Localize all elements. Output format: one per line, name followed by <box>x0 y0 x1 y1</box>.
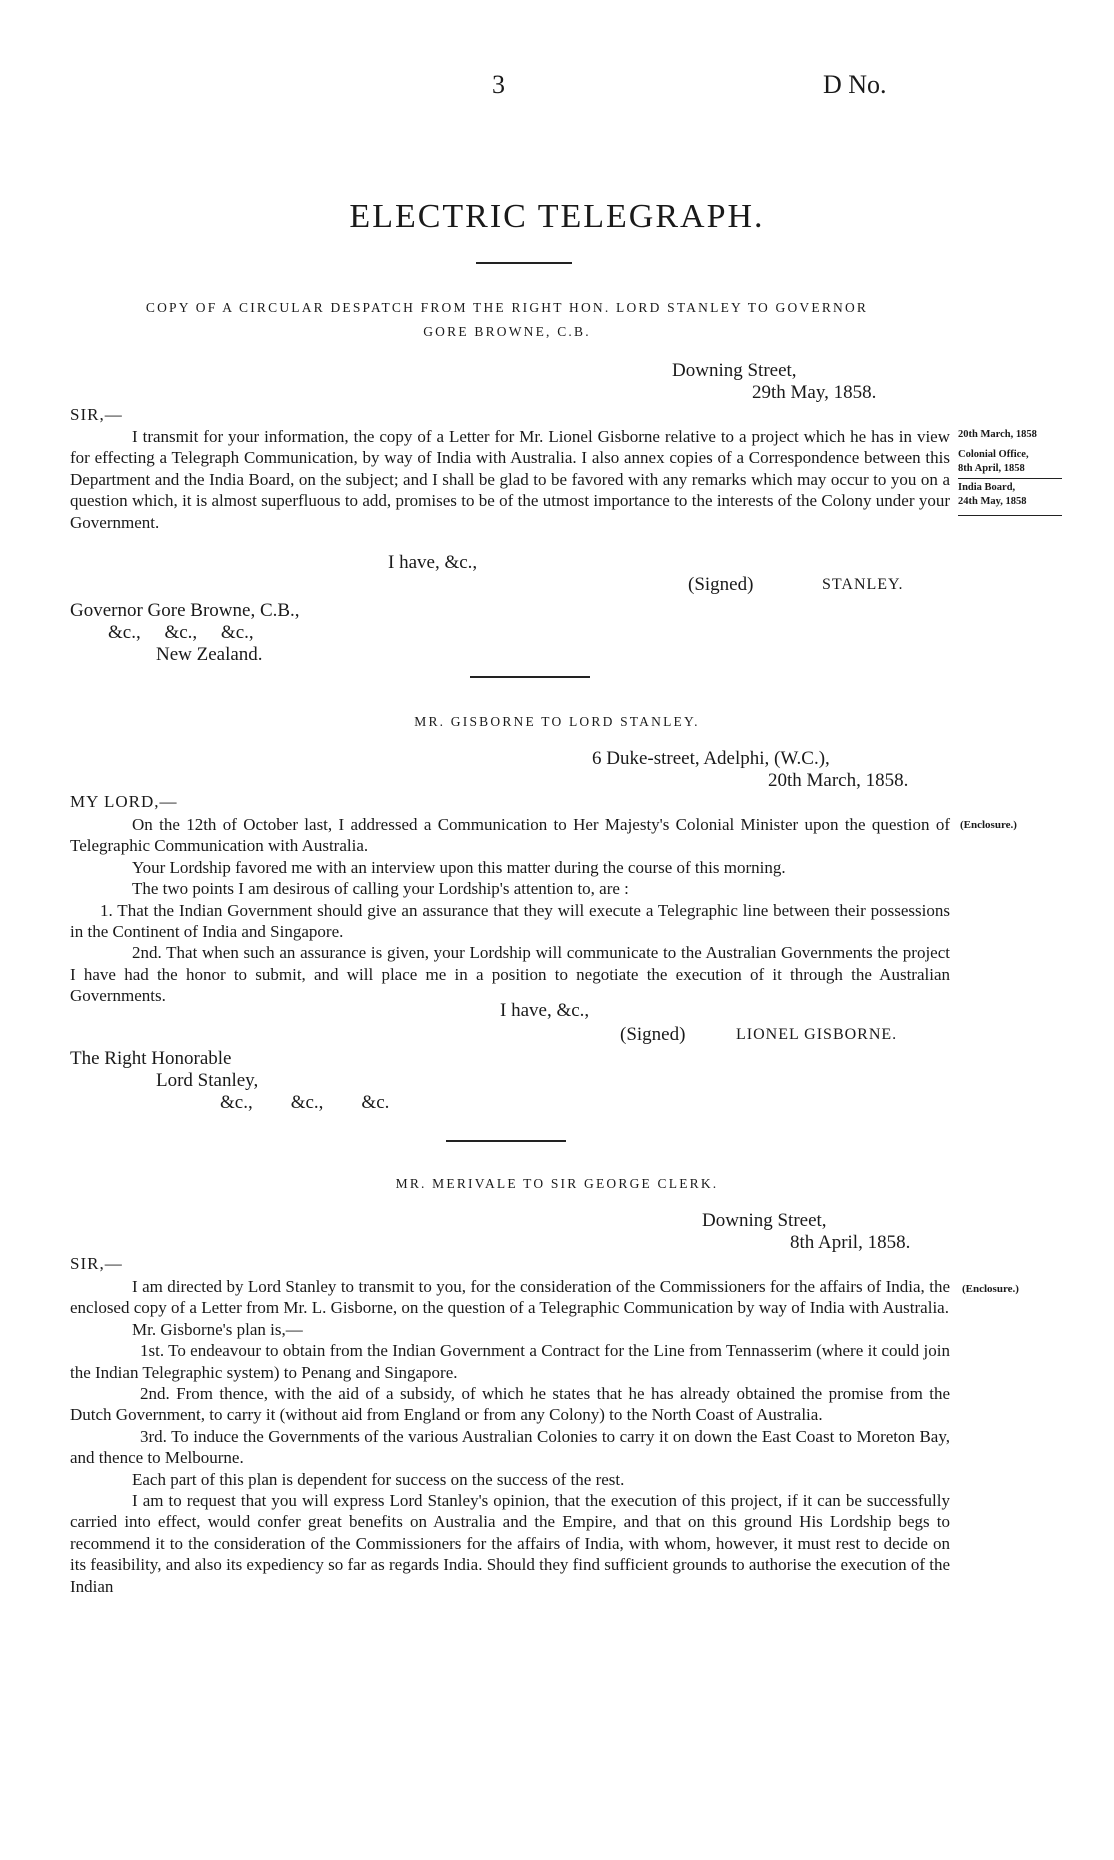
section1-address-line2: 29th May, 1858. <box>752 382 877 403</box>
section2-paragraph3: The two points I am desirous of calling your Lordship's attention to, are : <box>132 879 629 899</box>
section1-addressee-line3: New Zealand. <box>156 644 263 665</box>
section2-paragraph2: Your Lordship favored me with an interview upon this matter during the course of this morning. <box>132 857 786 877</box>
margin-note-date3: 24th May, 1858 <box>958 496 1027 507</box>
section1-addressee-line1: Governor Gore Browne, C.B., <box>70 600 300 621</box>
margin-note-date1: 20th March, 1858 <box>958 429 1037 440</box>
section3-body <box>70 1276 950 1597</box>
section2-closing: I have, &c., <box>500 1000 590 1021</box>
section1-signature: STANLEY. <box>822 576 904 593</box>
section3-paragraph3: 1st. To endeavour to obtain from the Indian Government a Contract for the Line from Tennasserim (where it could join the Indian Telegraphic system) to Penang and Singapore. <box>70 1341 950 1382</box>
title-rule <box>476 262 572 264</box>
document-title: ELECTRIC TELEGRAPH. <box>349 198 765 235</box>
section2-address-line2: 20th March, 1858. <box>768 770 909 791</box>
section3-heading: MR. MERIVALE TO SIR GEORGE CLERK. <box>395 1176 719 1191</box>
margin-note-colonial-office: Colonial Office, <box>958 449 1029 460</box>
section1-addressee <box>70 600 300 666</box>
section1-heading-line2: GORE BROWNE, C.B. <box>423 324 591 339</box>
section2-body <box>70 814 950 1007</box>
section3-address-line2: 8th April, 1858. <box>790 1232 911 1253</box>
section2-signature: LIONEL GISBORNE. <box>736 1026 898 1043</box>
section3-margin-note: (Enclosure.) <box>962 1283 1019 1295</box>
section3-paragraph2: Mr. Gisborne's plan is,— <box>132 1319 303 1339</box>
section3-address <box>702 1210 910 1254</box>
section3-paragraph4: 2nd. From thence, with the aid of a subsidy, of which he states that he has already obtained the promise from the Dutch Government, to carry it (without aid from England or from any Colony) to the North Coast of Australia. <box>70 1384 950 1425</box>
section2-margin-note: (Enclosure.) <box>960 819 1017 831</box>
section2-signed: (Signed) <box>620 1024 686 1045</box>
section2-addressee-line1: The Right Honorable <box>70 1048 232 1069</box>
section1-paragraph: I transmit for your information, the copy of a Letter for Mr. Lionel Gisborne relative to a project which he has in view for effecting a Telegraph Communication, by way of India with Australia. I also annex copies of a Correspondence between this Department and the India Board, on the subject; and I shall be glad to be favored with any remarks which may occur to you on a question which, it is almost superfluous to add, promises to be of the utmost importance to the interests of the Colony under your Government. <box>70 427 950 532</box>
section2-addressee-line2: Lord Stanley, <box>156 1070 259 1091</box>
section2-paragraph4: 1. That the Indian Government should give an assurance that they will execute a Telegraphic line between their possessions in the Continent of India and Singapore. <box>70 900 950 942</box>
section1-body <box>70 426 950 533</box>
section1-address <box>672 360 876 404</box>
section2-addressee <box>70 1048 389 1114</box>
section2-end-rule <box>446 1140 566 1142</box>
section2-heading: MR. GISBORNE TO LORD STANLEY. <box>414 714 700 729</box>
section3-paragraph6: Each part of this plan is dependent for success on the success of the rest. <box>132 1469 625 1489</box>
margin-note-date2: 8th April, 1858 <box>958 463 1025 474</box>
section1-margin-notes <box>958 428 1070 518</box>
margin-note-rule <box>958 478 1062 479</box>
section2-addressee-line3: &c., &c., &c. <box>220 1092 390 1113</box>
section1-addressee-line2: &c., &c., &c., <box>108 622 254 643</box>
margin-note-india-board: India Board, <box>958 482 1016 493</box>
margin-note-rule-end <box>958 515 1062 516</box>
section2-address <box>592 748 908 792</box>
section3-paragraph7: I am to request that you will express Lord Stanley's opinion, that the execution of this project, if it can be successfully carried into effect, would confer great benefits on Australia and the Empire, and that on this ground His Lordship begs to recommend it to the consideration of the Commissioners for the affairs of India, with whom, however, it must rest to decide on its feasibility, and also its expediency so far as regards India. Should they find sufficient grounds to authorise the execution of the Indian <box>70 1491 951 1596</box>
page-number: 3 <box>492 70 505 99</box>
section1-signed: (Signed) <box>688 574 754 595</box>
section1-heading-line1: COPY OF A CIRCULAR DESPATCH FROM THE RIGHT HON. LORD STANLEY TO GOVERNOR <box>145 300 869 315</box>
section3-salutation: SIR,— <box>70 1254 123 1273</box>
section1-address-line1: Downing Street, <box>672 360 797 381</box>
document-code: D No. <box>823 70 887 99</box>
section2-paragraph1: On the 12th of October last, I addressed a Communication to Her Majesty's Colonial Minister upon the question of Telegraphic Communication with Australia. <box>70 815 950 856</box>
section2-salutation: MY LORD,— <box>70 792 178 811</box>
section2-address-line1: 6 Duke-street, Adelphi, (W.C.), <box>592 748 830 769</box>
section1-closing: I have, &c., <box>388 552 478 573</box>
section3-paragraph5: 3rd. To induce the Governments of the various Australian Colonies to carry it on down the East Coast to Moreton Bay, and thence to Melbourne. <box>70 1426 950 1468</box>
section3-address-line1: Downing Street, <box>702 1210 827 1231</box>
section3-paragraph1: I am directed by Lord Stanley to transmit to you, for the consideration of the Commissioners for the affairs of India, the enclosed copy of a Letter from Mr. L. Gisborne, on the question of a Telegraphic Communication by way of India with Australia. <box>70 1277 950 1318</box>
section1-heading <box>52 296 962 344</box>
section1-end-rule <box>470 676 590 678</box>
section1-salutation: SIR,— <box>70 405 123 424</box>
section2-paragraph5: 2nd. That when such an assurance is given, your Lordship will communicate to the Australian Governments the project I have had the honor to submit, and will place me in a position to negotiate the execution of it through the Australian Governments. <box>70 943 950 1006</box>
